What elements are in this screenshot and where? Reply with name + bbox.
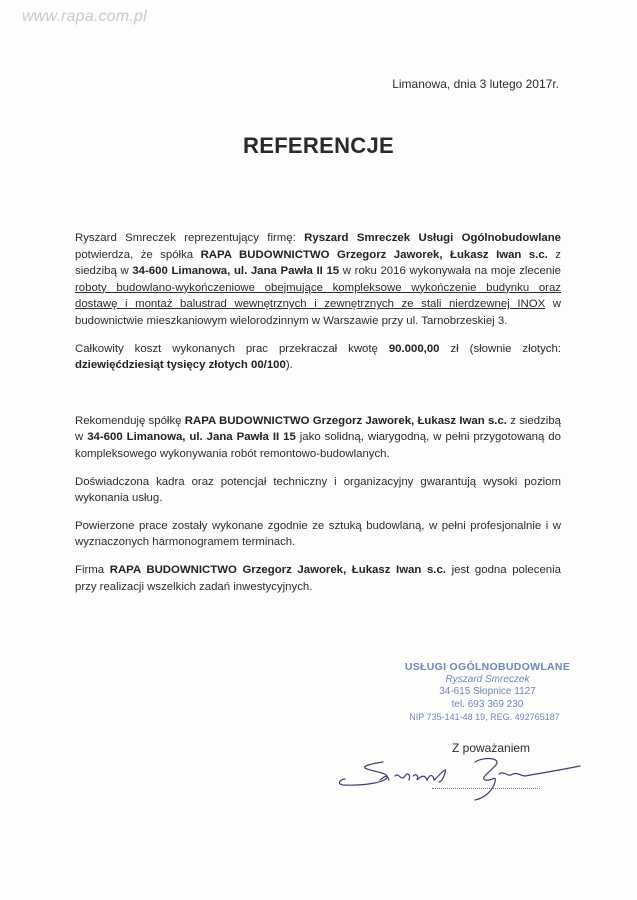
watermark: www.rapa.com.pl [22, 8, 147, 25]
date-line: Limanowa, dnia 3 lutego 2017r. [392, 77, 559, 91]
cost-in-words: dziewięćdziesiąt tysięcy złotych 00/100 [75, 359, 286, 372]
text: Rekomenduję spółkę [75, 414, 185, 427]
contractor-name: RAPA BUDOWNICTWO Grzegorz Jaworek, Łukasz Iwan s.c. [109, 563, 446, 576]
text: zł (słownie złotych: [439, 342, 561, 355]
contractor-name: RAPA BUDOWNICTWO Grzegorz Jaworek, Łukasz Iwan s.c. [200, 248, 548, 261]
stamp-company: USŁUGI OGÓLNOBUDOWLANE [404, 661, 571, 673]
text: Całkowity koszt wykonanych prac przekraczał kwotę [75, 342, 389, 355]
text: jako solidną, wiarygodną, w pełni przygotowaną do kompleksowego wykonywania robót remontowo-budowlanych. [75, 431, 561, 460]
paragraph-quality: Powierzone prace zostały wykonane zgodnie ze sztuką budowlaną, w pełni profesjonalnie i w wyznaczonych harmonogramem terminach. [75, 519, 561, 549]
text: z siedzibą w [75, 248, 561, 278]
company-stamp [400, 661, 575, 724]
signature-stroke [499, 766, 580, 776]
paragraph-scope [75, 230, 561, 330]
text: z siedzibą w [75, 414, 561, 444]
paragraph-staff: Doświadczona kadra oraz potencjał techniczny i organizacyjny gwarantują wysoki poziom wykonania usług. [75, 475, 561, 505]
stamp-tax-ids: NIP 735-141-48 19, REG. 492765187 [409, 712, 560, 722]
stamp-address: 34-615 Słopnice 1127 [439, 686, 536, 697]
paragraph-recommendation [75, 413, 561, 463]
signature-stroke [339, 762, 387, 785]
client-company-name: Ryszard Smreczek Usługi Ogólnobudowlane [304, 232, 561, 244]
document-body [75, 230, 561, 606]
contractor-address: 34-600 Limanowa, ul. Jana Pawła II 15 [87, 431, 296, 444]
contractor-name: RAPA BUDOWNICTWO Grzegorz Jaworek, Łukasz Iwan s.c. [184, 414, 507, 427]
signature-stroke [380, 770, 446, 782]
cost-amount: 90.000,00 [388, 342, 440, 355]
closing: Z poważaniem [452, 741, 531, 755]
text: Firma [75, 563, 110, 576]
handwritten-signature [335, 752, 585, 802]
paragraph-endorsement [75, 562, 561, 595]
signature-stroke [475, 759, 497, 800]
text: ). [285, 359, 293, 372]
spacer [75, 385, 561, 413]
stamp-owner: Ryszard Smreczek [445, 673, 530, 685]
stamp-phone: tel. 693 369 230 [451, 698, 524, 710]
paragraph-cost [75, 341, 561, 374]
text: potwierdza, że spółka [75, 248, 201, 261]
scope-of-work: roboty budowlano-wykończeniowe obejmujące kompleksowe wykończenie budynku oraz dostawę i montaż balustrad wewnętrznych i zewnętrznych ze stali nierdzewnej INOX [75, 281, 561, 311]
text: Ryszard Smreczek reprezentujący firmę: [75, 232, 305, 244]
text: jest godna polecenia przy realizacji wszelkich zadań inwestycyjnych. [75, 563, 561, 593]
text: w budownictwie mieszkaniowym wielorodzinnym w Warszawie przy ul. Tarnobrzeskiej 3. [75, 298, 561, 327]
signature-line [432, 788, 540, 789]
document-title: REFERENCJE [243, 133, 394, 158]
contractor-address: 34-600 Limanowa, ul. Jana Pawła II 15 [132, 265, 340, 278]
text: w roku 2016 wykonywała na moje zlecenie [339, 265, 561, 278]
